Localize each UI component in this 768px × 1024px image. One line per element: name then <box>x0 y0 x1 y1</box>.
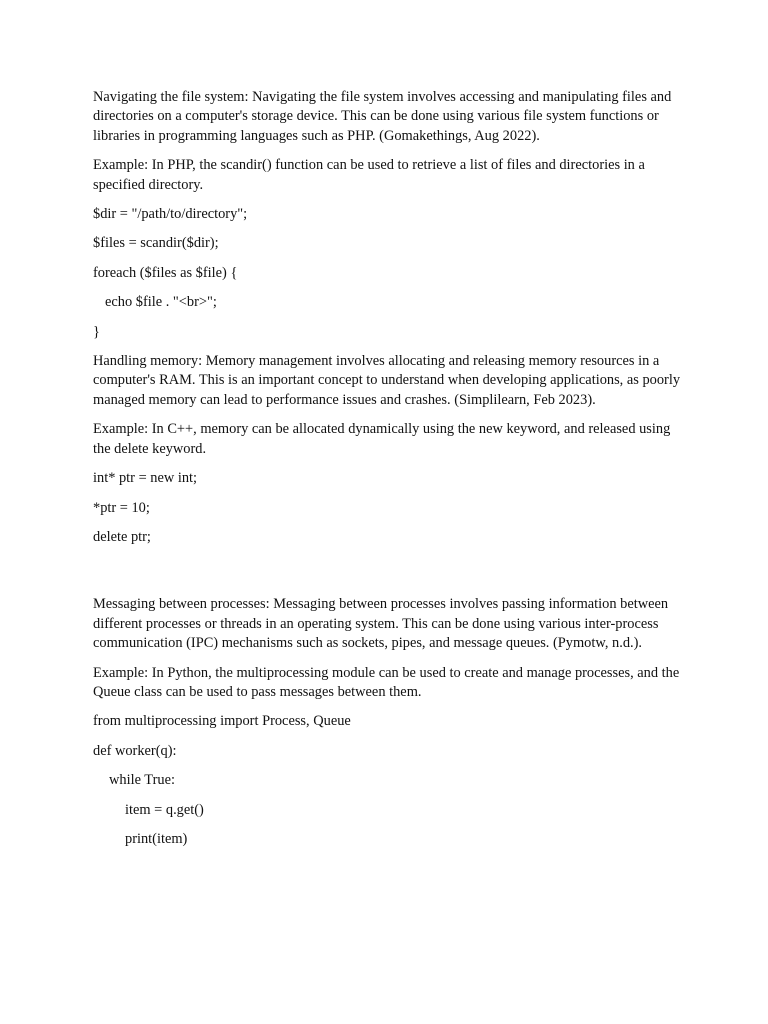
python-example-paragraph: Example: In Python, the multiprocessing module can be used to create and manage processes, and the Queue class can be used to pass messages between them. <box>93 664 680 700</box>
code-line: $dir = "/path/to/directory"; <box>93 206 248 223</box>
code-line: delete ptr; <box>93 528 151 545</box>
code-line: *ptr = 10; <box>93 499 150 516</box>
code-line: $files = scandir($dir); <box>93 235 219 252</box>
code-line: foreach ($files as $file) { <box>93 264 238 281</box>
cpp-example-paragraph: Example: In C++, memory can be allocated dynamically using the new keyword, and released using the delete keyword. <box>93 421 671 457</box>
blank-space <box>93 557 683 595</box>
php-example-paragraph: Example: In PHP, the scandir() function can be used to retrieve a list of files and directories in a specified directory. <box>93 157 645 193</box>
memory-paragraph: Handling memory: Memory management involves allocating and releasing memory resources in a computer's RAM. This is an important concept to understand when developing applications, as poorly managed memory can lead to performance issues and crashes. (Simplilearn, Feb 2023). <box>93 353 681 408</box>
code-line: while True: <box>109 772 175 789</box>
file-system-paragraph: Navigating the file system: Navigating the file system involves accessing and manipulating files and directories on a computer's storage device. This can be done using various file system functions or libraries in programming languages such as PHP. (Gomakethings, Aug 2022). <box>93 89 672 144</box>
document-body <box>93 88 683 859</box>
code-line: print(item) <box>125 830 188 847</box>
messaging-paragraph: Messaging between processes: Messaging between processes involves passing information between different processes or threads in an operating system. This can be done using various inter-process communication (IPC) mechanisms such as sockets, pipes, and message queues. (Pymotw, n.d.). <box>93 596 669 652</box>
code-line: from multiprocessing import Process, Queue <box>93 713 351 730</box>
code-line: echo $file . "<br>"; <box>105 294 217 311</box>
code-line: item = q.get() <box>125 801 204 818</box>
code-line: } <box>93 323 100 340</box>
code-line: def worker(q): <box>93 742 177 759</box>
code-line: int* ptr = new int; <box>93 470 198 487</box>
